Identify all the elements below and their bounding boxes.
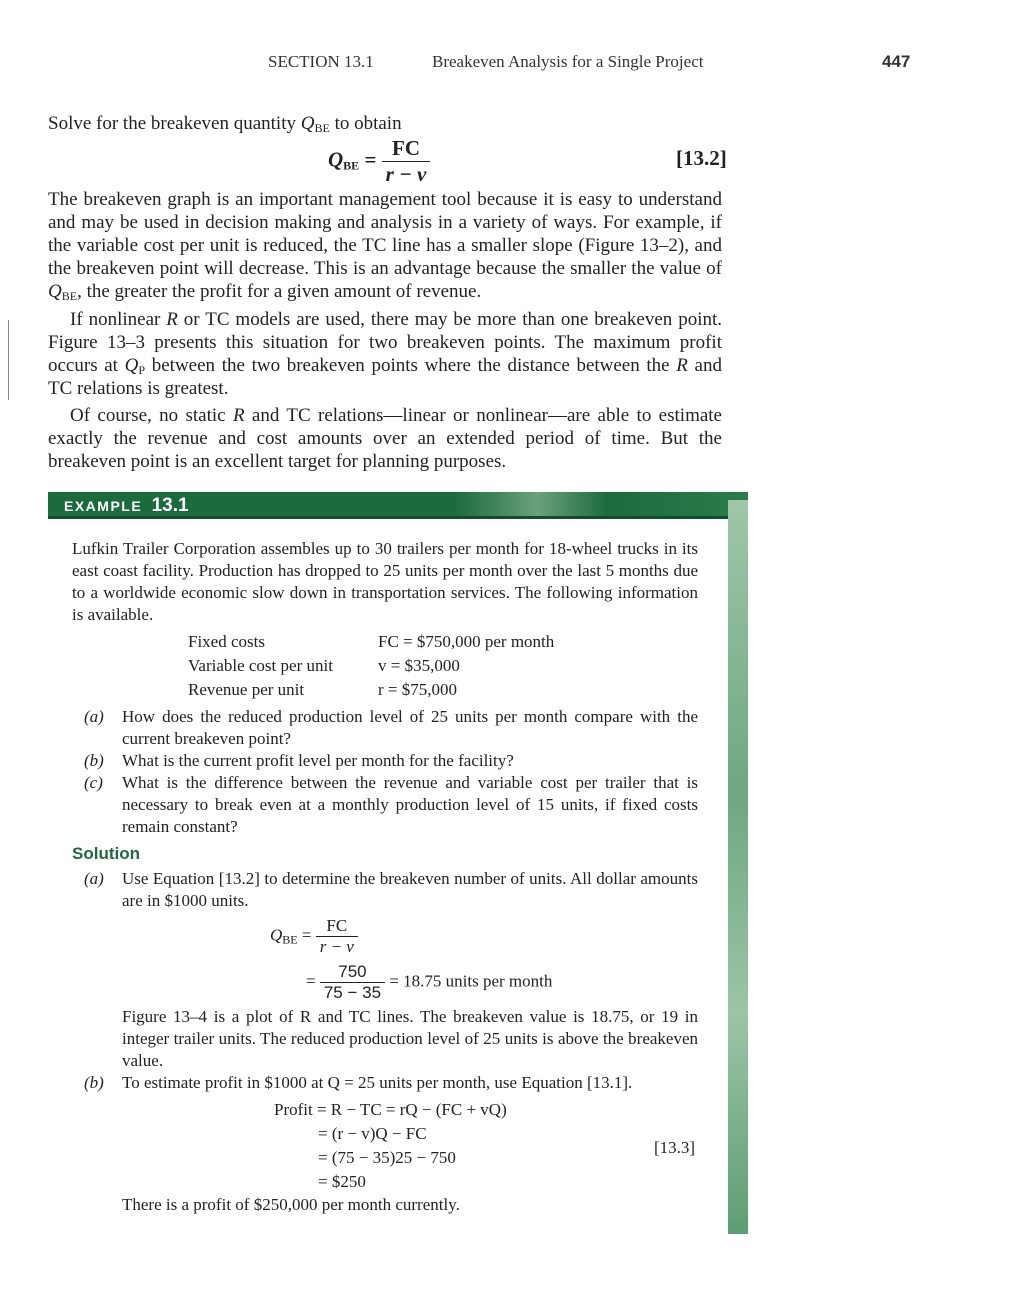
solution-conclusion: There is a profit of $250,000 per month currently. bbox=[122, 1195, 460, 1214]
example-body: Lufkin Trailer Corporation assembles up to 30 trailers per month for 18-wheel trucks in its east coast facility. Production has dropped to 25 units per month over the last 5 months due to a worldwide economic slow down in transportation services. The following information is available. bbox=[72, 539, 698, 624]
question-c: (c) What is the difference between the revenue and variable cost per trailer that is necessary to break even at a monthly production level of 15 units, if fixed costs remain constant? bbox=[84, 773, 698, 836]
example-side-bar bbox=[728, 500, 748, 1234]
paragraph-3: Of course, no static R and TC relations—linear or nonlinear—are able to estimate exactly the revenue and cost amounts over an extended period of time. But the breakeven point is an excellent target for planning purposes. bbox=[48, 405, 722, 472]
profit-eq-line-1: Profit = R − TC = rQ − (FC + vQ) bbox=[274, 1100, 507, 1119]
running-header-section: SECTION 13.1 bbox=[268, 52, 374, 71]
equation-13-2: $Q_{BE}$ = $\frac{FC}{r - v}$ bbox=[328, 136, 430, 187]
table-row: Fixed costs FC = $750,000 per month bbox=[188, 632, 555, 651]
profit-eq-line-4: = $250 bbox=[318, 1172, 366, 1191]
solution-eq-2: = $\frac{750}{75 - 35}$ = 18.75 units per month bbox=[306, 962, 553, 1002]
table-row: Revenue per unit r = $75,000 bbox=[188, 680, 457, 699]
profit-eq-line-3: = (75 − 35)25 − 750 bbox=[318, 1148, 456, 1167]
eq-numerator: FC bbox=[382, 136, 431, 162]
solution-a-followup: Figure 13–4 is a plot of R and TC lines. The breakeven value is 18.75, or 19 in integer trailer units. The reduced production level of 25 units is above the breakeven value. bbox=[122, 1007, 698, 1070]
solution-eq-1: $Q_{BE}$ = $\frac{FC}{r - v}$ bbox=[270, 916, 358, 957]
solve-line: Solve for the breakeven quantity $Q_{BE}$ to obtain bbox=[48, 113, 402, 135]
solution-part-b: (b) To estimate profit in $1000 at Q = 25 units per month, use Equation [13.1]. bbox=[84, 1073, 633, 1092]
table-row: Variable cost per unit v = $35,000 bbox=[188, 656, 460, 675]
running-header-title: Breakeven Analysis for a Single Project bbox=[432, 52, 704, 71]
solution-part-a: (a) Use Equation [13.2] to determine the breakeven number of units. All dollar amounts are in $1000 units. bbox=[84, 869, 698, 910]
profit-eq-line-2: = (r − v)Q − FC bbox=[318, 1124, 427, 1143]
paragraph-1: The breakeven graph is an important management tool because it is easy to understand and may be used in decision making and analysis in a variety of ways. For example, if the variable cost per unit is reduced, the TC line has a smaller slope (Figure 13–2), and the breakeven point will decrease. This is an advantage because the smaller the value of $Q_{BE}$, the greater the profit for a given amount of revenue. bbox=[48, 189, 722, 303]
example-data-table bbox=[188, 630, 554, 702]
paragraph-2: If nonlinear R or TC models are used, there may be more than one breakeven point. Figure 13–3 presents this situation for two breakeven points. The maximum profit occurs at $Q_P$ between the two breakeven points where the distance between the R and TC relations is greatest. bbox=[48, 309, 722, 399]
equation-number: [13.2] bbox=[676, 146, 727, 170]
margin-mark bbox=[8, 320, 9, 400]
solution-heading: Solution bbox=[72, 844, 140, 863]
page-number: 447 bbox=[882, 52, 911, 71]
equation-number-13-3: [13.3] bbox=[654, 1138, 696, 1157]
example-label: EXAMPLE 13.1 bbox=[64, 495, 189, 516]
question-b: (b) What is the current profit level per month for the facility? bbox=[84, 751, 514, 770]
example-header-bar bbox=[48, 492, 748, 519]
eq-denominator: r − v bbox=[385, 162, 427, 186]
question-a: (a) How does the reduced production level of 25 units per month compare with the current breakeven point? bbox=[84, 707, 698, 748]
